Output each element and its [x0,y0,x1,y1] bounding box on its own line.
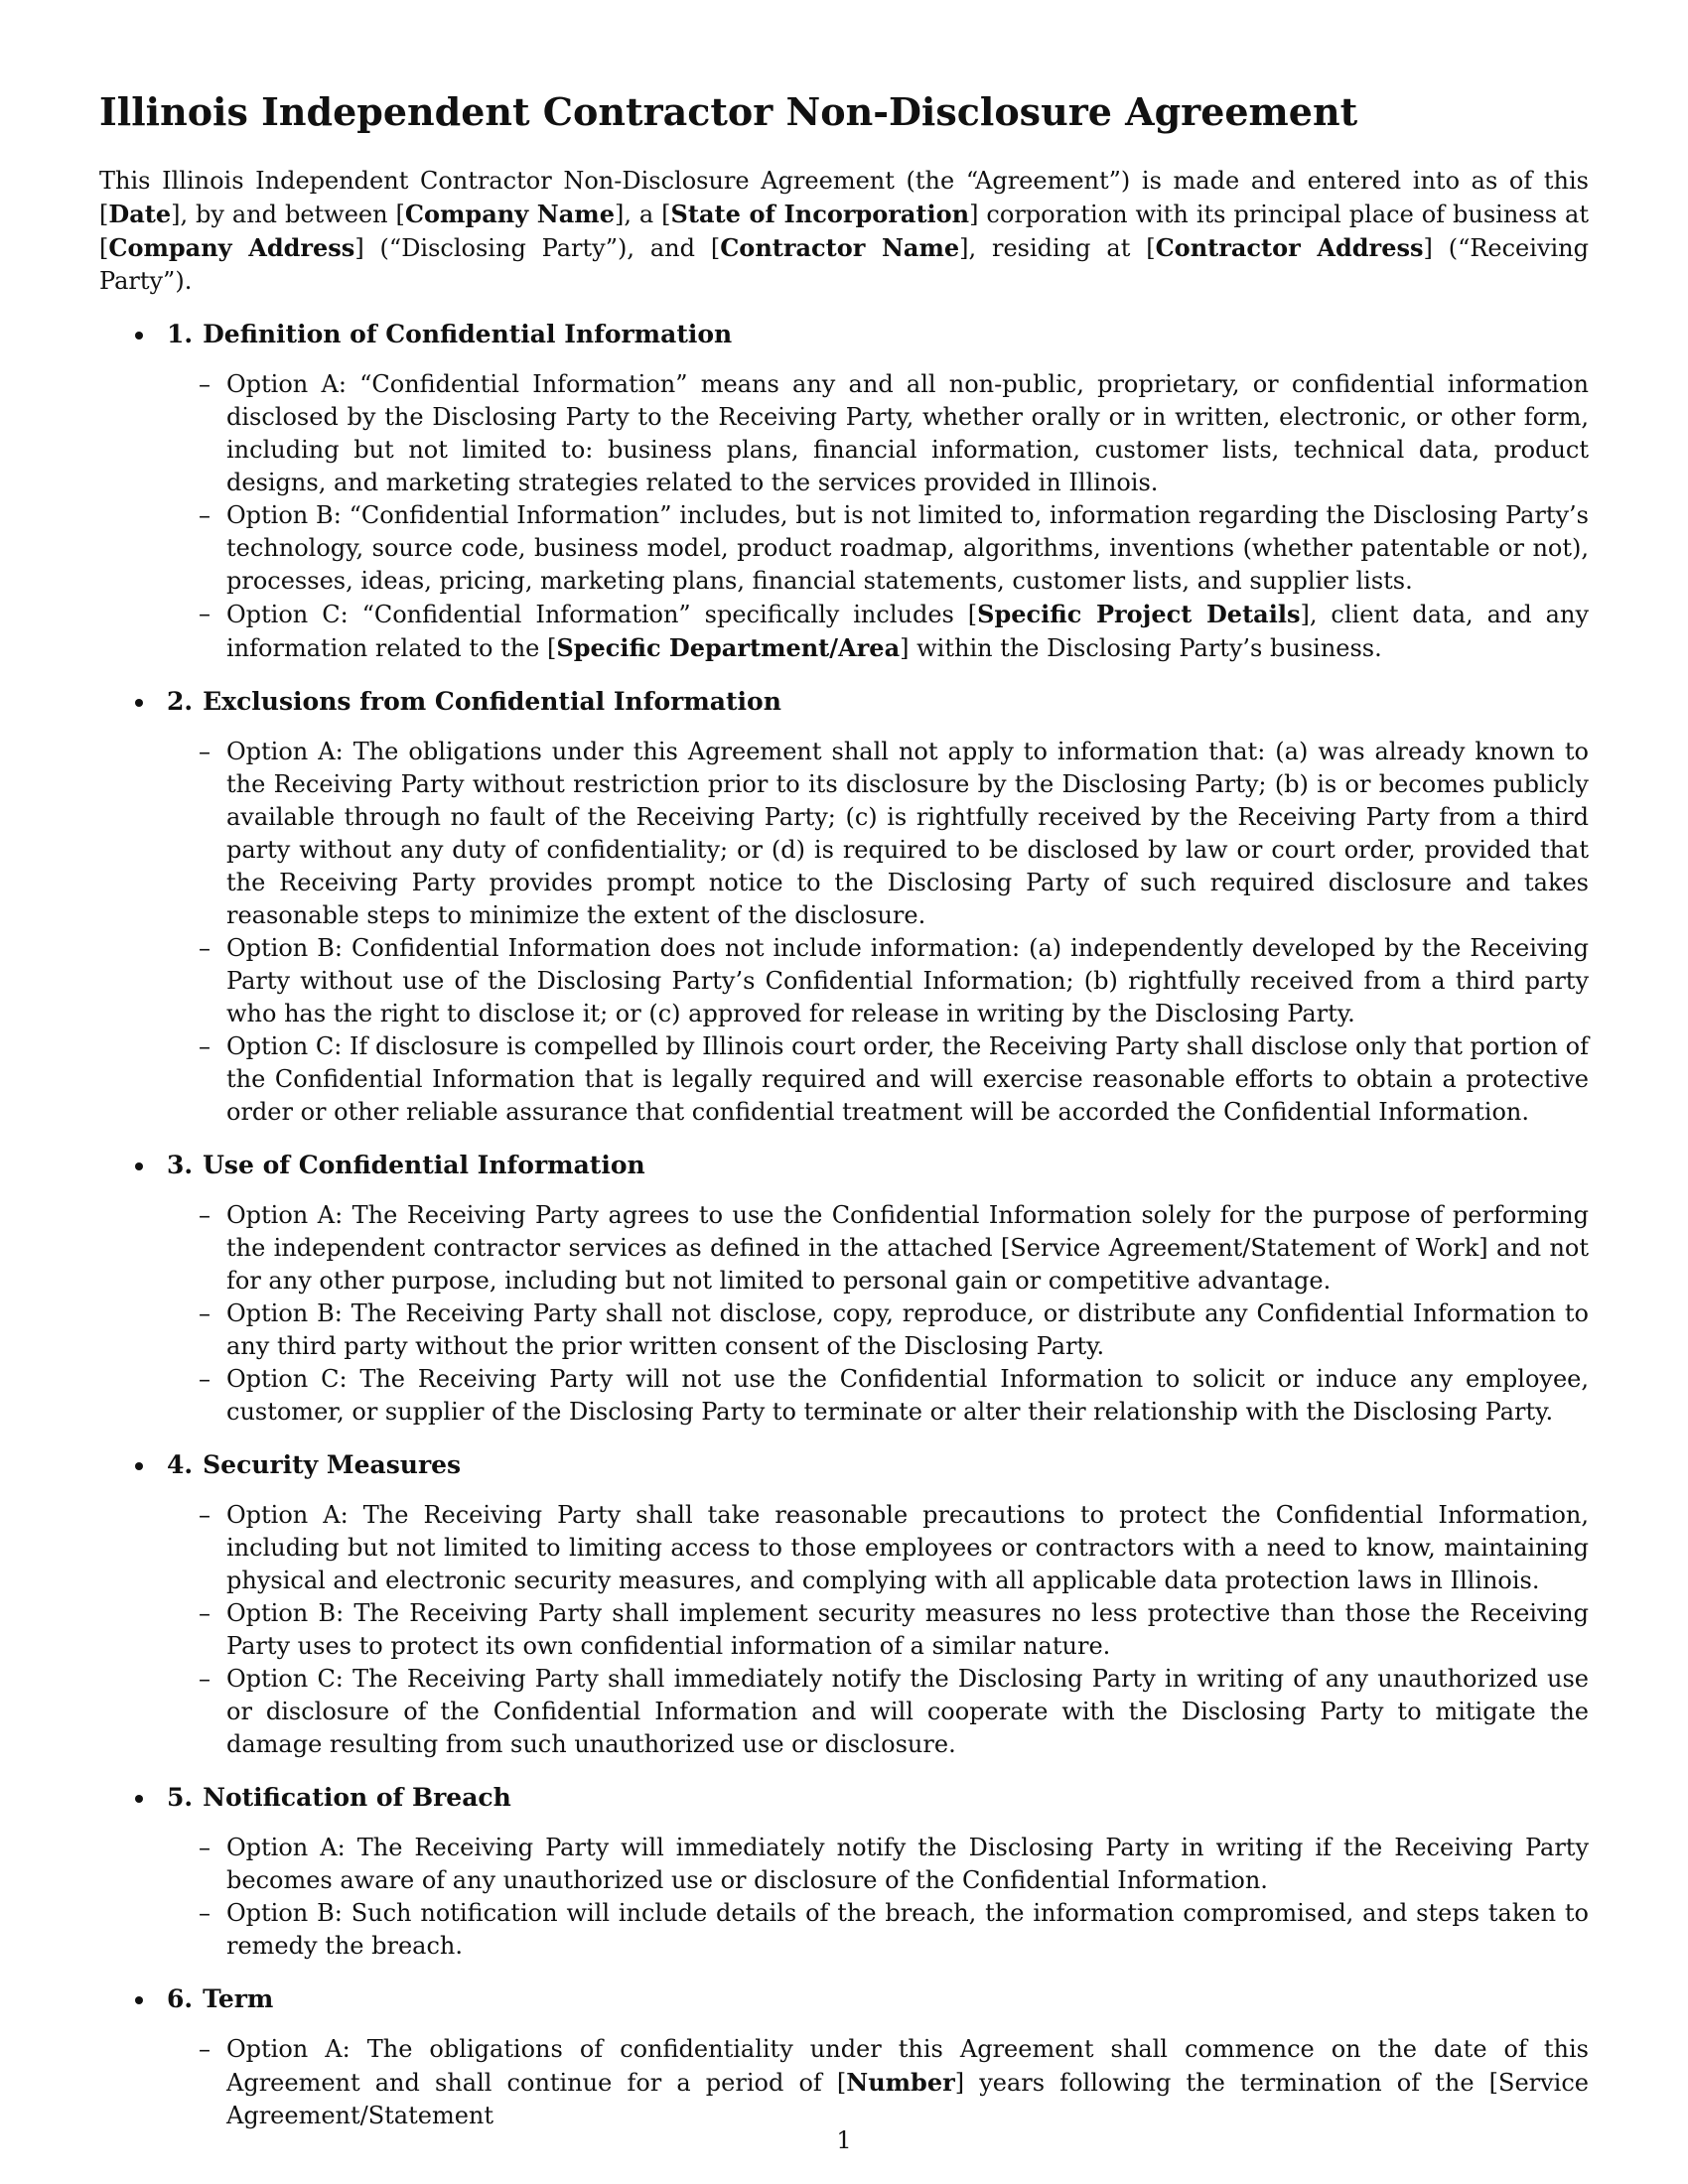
bullet-icon [135,1795,143,1803]
option-item: – Option C: The Receiving Party shall immediately notify the Disclosing Party in writing of any unauthorized use or disclosure of the Confidential Information and will cooperate with the Disclosing Party to mitigate the damage resulting from such unauthorized use or disclosure. [199,1664,1589,1758]
dash-icon: – [199,369,211,398]
dash-icon: – [199,1031,211,1060]
section-heading [167,1781,1589,1814]
dash-icon: – [199,1898,211,1927]
option-item: – Option A: The Receiving Party will immediately notify the Disclosing Party in writing if the Receiving Party becomes aware of any unauthorized use or disclosure of the Confidential Information. [199,1833,1589,1894]
dash-icon: – [199,933,211,962]
section-heading [167,318,1589,350]
section-heading [167,1982,1589,2015]
dash-icon: – [199,1364,211,1393]
number-placeholder: Number [846,2067,955,2097]
options-list [167,736,1589,1129]
dash-icon: – [199,1833,211,1861]
dash-icon: – [199,1298,211,1327]
option-item: – Option B: The Receiving Party shall not disclose, copy, reproduce, or distribute any Confidential Information to any third party without the prior written consent of the Disclosing Party. [199,1298,1589,1360]
dash-icon: – [199,2034,211,2063]
section-heading [167,685,1589,718]
section-3 [99,1149,1589,1429]
bullet-icon [135,1462,143,1470]
dash-icon: – [199,1500,211,1529]
section-number: 3. [167,1150,194,1179]
intro-paragraph: This Illinois Independent Contractor Non-Disclosure Agreement (the “Agreement”) is made and entered into as of this [Date], by and between [Company Name], a [State of Incorporation] corporation with its principal place of business at [Company Address] (“Disclosing Party”), and [Contractor Name], residing at [Contractor Address] (“Receiving Party”). [99,166,1590,295]
section-4 [99,1448,1589,1761]
options-list [167,368,1589,665]
section-5 [99,1781,1589,1963]
section-number: 4. [167,1449,194,1479]
option-item: – Option C: The Receiving Party will not use the Confidential Information to solicit or induce any employee, customer, or supplier of the Disclosing Party to terminate or alter their relationship with the Disclosing Party. [199,1364,1589,1426]
document-title: Illinois Independent Contractor Non-Disclosure Agreement [99,89,1358,134]
section-number: 2. [167,686,194,716]
company-name-placeholder: Company Name [404,199,615,228]
section-1 [99,318,1589,665]
option-item: – Option B: The Receiving Party shall implement security measures no less protective than those the Receiving Party uses to protect its own confidential information of a similar nature. [199,1598,1589,1660]
bullet-icon [135,1162,143,1170]
options-list [167,1499,1589,1761]
option-item: – Option A: The obligations under this Agreement shall not apply to information that: (a) was already known to the Receiving Party without restriction prior to its disclosure by the Disclosing Party; (b) is or becomes publicly available through no fault of the Receiving Party; (c) is rightfully received by the Receiving Party from a third party without any duty of confidentiality; or (d) is required to be disclosed by law or court order, provided that the Receiving Party provides prompt notice to the Disclosing Party of such required disclosure and takes reasonable steps to minimize the extent of the disclosure. [199,737,1589,929]
option-item: – Option A: The Receiving Party agrees to use the Confidential Information solely for the purpose of performing the independent contractor services as defined in the attached [Service Agreement/Statement of Work] and not for any other purpose, including but not limited to personal gain or competitive advantage. [199,1200,1589,1295]
section-number: 1. [167,319,194,348]
contractor-address-placeholder: Contractor Address [1155,232,1424,262]
section-title: Use of Confidential Information [203,1150,645,1179]
option-item: – Option B: Confidential Information does not include information: (a) independently developed by the Receiving Party without use of the Disclosing Party’s Confidential Information; (b) rightfully received from a third party who has the right to disclose it; or (c) approved for release in writing by the Disclosing Party. [199,933,1589,1027]
options-list [167,1199,1589,1429]
document-page [99,89,1589,2152]
option-item: – Option B: Such notification will include details of the breach, the information compromised, and steps taken to remedy the breach. [199,1898,1589,1960]
state-placeholder: State of Incorporation [670,199,970,228]
option-item: – Option B: “Confidential Information” includes, but is not limited to, information regarding the Disclosing Party’s technology, source code, business model, product roadmap, algorithms, inventions (whether patentable or not), processes, ideas, pricing, marketing plans, financial statements, customer lists, and supplier lists. [199,500,1589,595]
contractor-name-placeholder: Contractor Name [720,232,960,262]
option-item: – Option C: “Confidential Information” specifically includes [Specific Project Details], client data, and any information related to the [Specific Department/Area] within the Disclosing Party’s business. [199,599,1590,662]
section-title: Definition of Confidential Information [203,319,733,348]
option-item: – Option C: If disclosure is compelled by Illinois court order, the Receiving Party shall disclose only that portion of the Confidential Information that is legally required and will exercise reasonable efforts to obtain a protective order or other reliable assurance that confidential treatment will be accorded the Confidential Information. [199,1031,1589,1126]
section-number: 5. [167,1782,194,1812]
dash-icon: – [199,737,211,765]
company-address-placeholder: Company Address [108,232,355,262]
dash-icon: – [199,599,211,627]
section-title: Term [203,1983,274,2013]
bullet-icon [135,332,143,340]
section-title: Security Measures [203,1449,462,1479]
bullet-icon [135,699,143,707]
dash-icon: – [199,1200,211,1229]
section-2 [99,685,1589,1129]
date-placeholder: Date [108,199,172,228]
section-title: Exclusions from Confidential Information [203,686,781,716]
option-item: – Option A: “Confidential Information” means any and all non-public, proprietary, or confidential information disclosed by the Disclosing Party to the Receiving Party, whether orally or in written, electronic, or other form, including but not limited to: business plans, financial information, customer lists, technical data, product designs, and marketing strategies related to the services provided in Illinois. [199,369,1589,496]
section-heading [167,1448,1589,1481]
page-number: 1 [836,2126,852,2154]
option-item: – Option A: The Receiving Party shall take reasonable precautions to protect the Confidential Information, including but not limited to limiting access to those employees or contractors with a need to know, maintaining physical and electronic security measures, and complying with all applicable data protection laws in Illinois. [199,1500,1589,1594]
section-number: 6. [167,1983,194,2013]
options-list [167,1832,1589,1963]
options-list [167,2033,1589,2132]
sections-list [99,318,1589,2132]
dash-icon: – [199,500,211,529]
section-title: Notification of Breach [203,1782,511,1812]
section-6 [99,1982,1589,2132]
option-item: – Option A: The obligations of confidentiality under this Agreement shall commence on the date of this Agreement and shall continue for a period of [Number] years following the termination of the [Service Agreement/Statement [199,2034,1590,2129]
project-details-placeholder: Specific Project Details [977,599,1301,628]
bullet-icon [135,1996,143,2004]
department-placeholder: Specific Department/Area [556,632,901,662]
dash-icon: – [199,1664,211,1693]
section-heading [167,1149,1589,1181]
dash-icon: – [199,1598,211,1627]
